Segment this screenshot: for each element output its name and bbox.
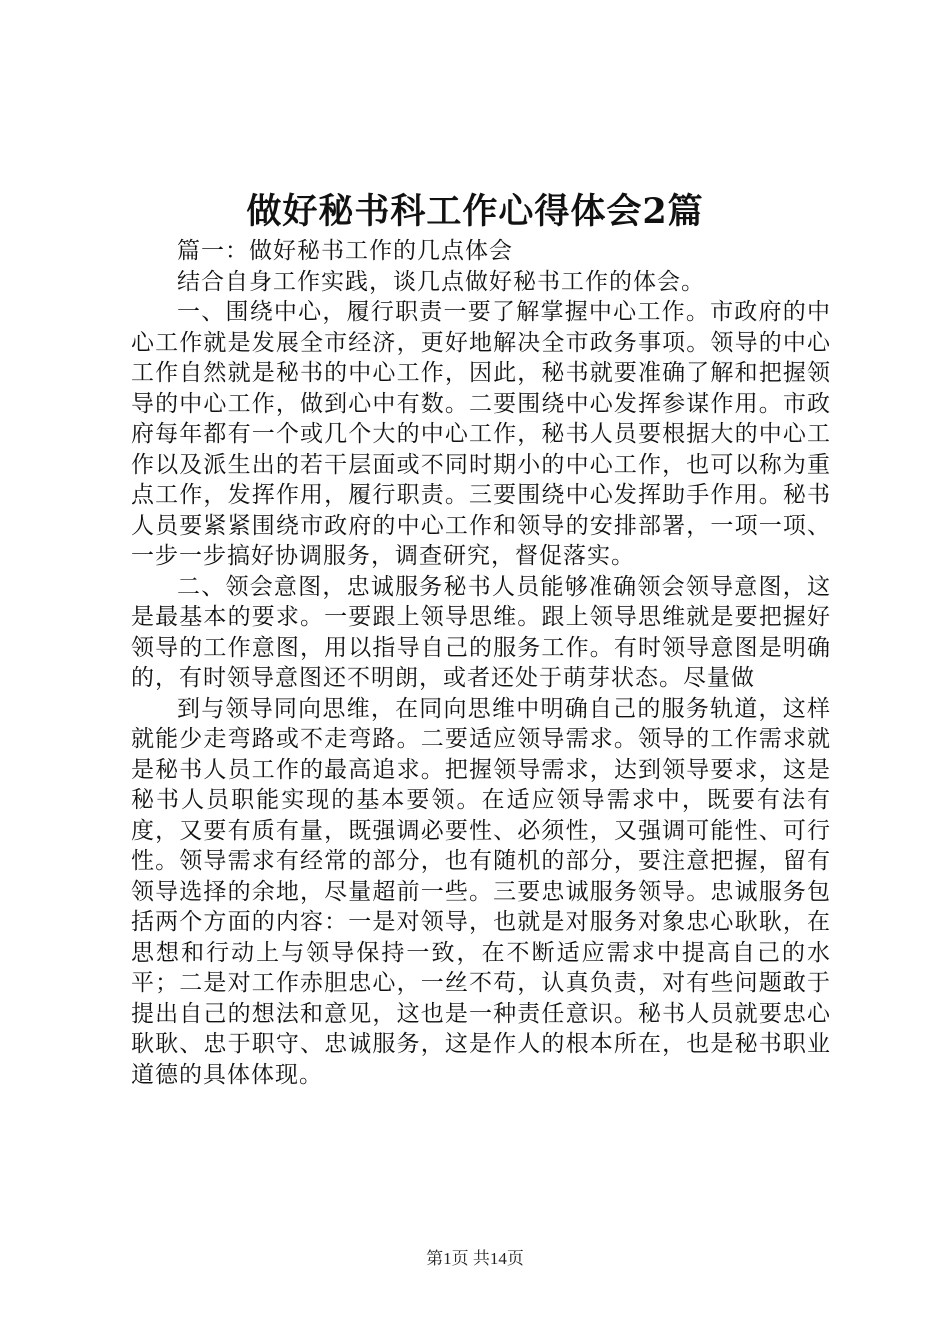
body-paragraph-1: 一、围绕中心，履行职责一要了解掌握中心工作。市政府的中心工作就是发展全市经济，更好地解决全市政务事项。领导的中心工作自然就是秘书的中心工作，因此，秘书就要准确了解和把握领导的中心工作，做到心中有数。二要围绕中心发挥参谋作用。市政府每年都有一个或几个大的中心工作，秘书人员要根据大的中心工作以及派生出的若干层面或不同时期小的中心工作，也可以称为重点工作，发挥作用，履行职责。三要围绕中心发挥助手作用。秘书人员要紧紧围绕市政府的中心工作和领导的安排部署，一项一项、一步一步搞好协调服务，调查研究，督促落实。	[131, 299, 831, 569]
document-title: 做好秘书科工作心得体会2篇	[246, 191, 704, 232]
section-heading: 篇一：做好秘书工作的几点体会	[177, 238, 513, 264]
intro-paragraph: 结合自身工作实践，谈几点做好秘书工作的体会。	[177, 268, 705, 295]
document-body	[131, 236, 831, 1090]
body-paragraph-3: 到与领导同向思维，在同向思维中明确自己的服务轨道，这样就能少走弯路或不走弯路。二要适应领导需求。领导的工作需求就是秘书人员工作的最高追求。把握领导需求，达到领导要求，这是秘书人员职能实现的基本要领。在适应领导需求中，既要有法有度，又要有质有量，既强调必要性、必须性，又强调可能性、可行性。领导需求有经常的部分，也有随机的部分，要注意把握，留有领导选择的余地，尽量超前一些。三要忠诚服务领导。忠诚服务包括两个方面的内容：一是对领导，也就是对服务对象忠心耿耿，在思想和行动上与领导保持一致，在不断适应需求中提高自己的水平；二是对工作赤胆忠心，一丝不苟，认真负责，对有些问题敢于提出自己的想法和意见，这也是一种责任意识。秘书人员就要忠心耿耿、忠于职守、忠诚服务，这是作人的根本所在，也是秘书职业道德的具体体现。	[131, 695, 831, 1088]
body-paragraph-2: 二、领会意图，忠诚服务秘书人员能够准确领会领导意图，这是最基本的要求。一要跟上领导思维。跟上领导思维就是要把握好领导的工作意图，用以指导自己的服务工作。有时领导意图是明确的，有时领导意图还不明朗，或者还处于萌芽状态。尽量做	[131, 573, 831, 691]
page-number-footer: 第1页 共14页	[426, 1249, 524, 1268]
